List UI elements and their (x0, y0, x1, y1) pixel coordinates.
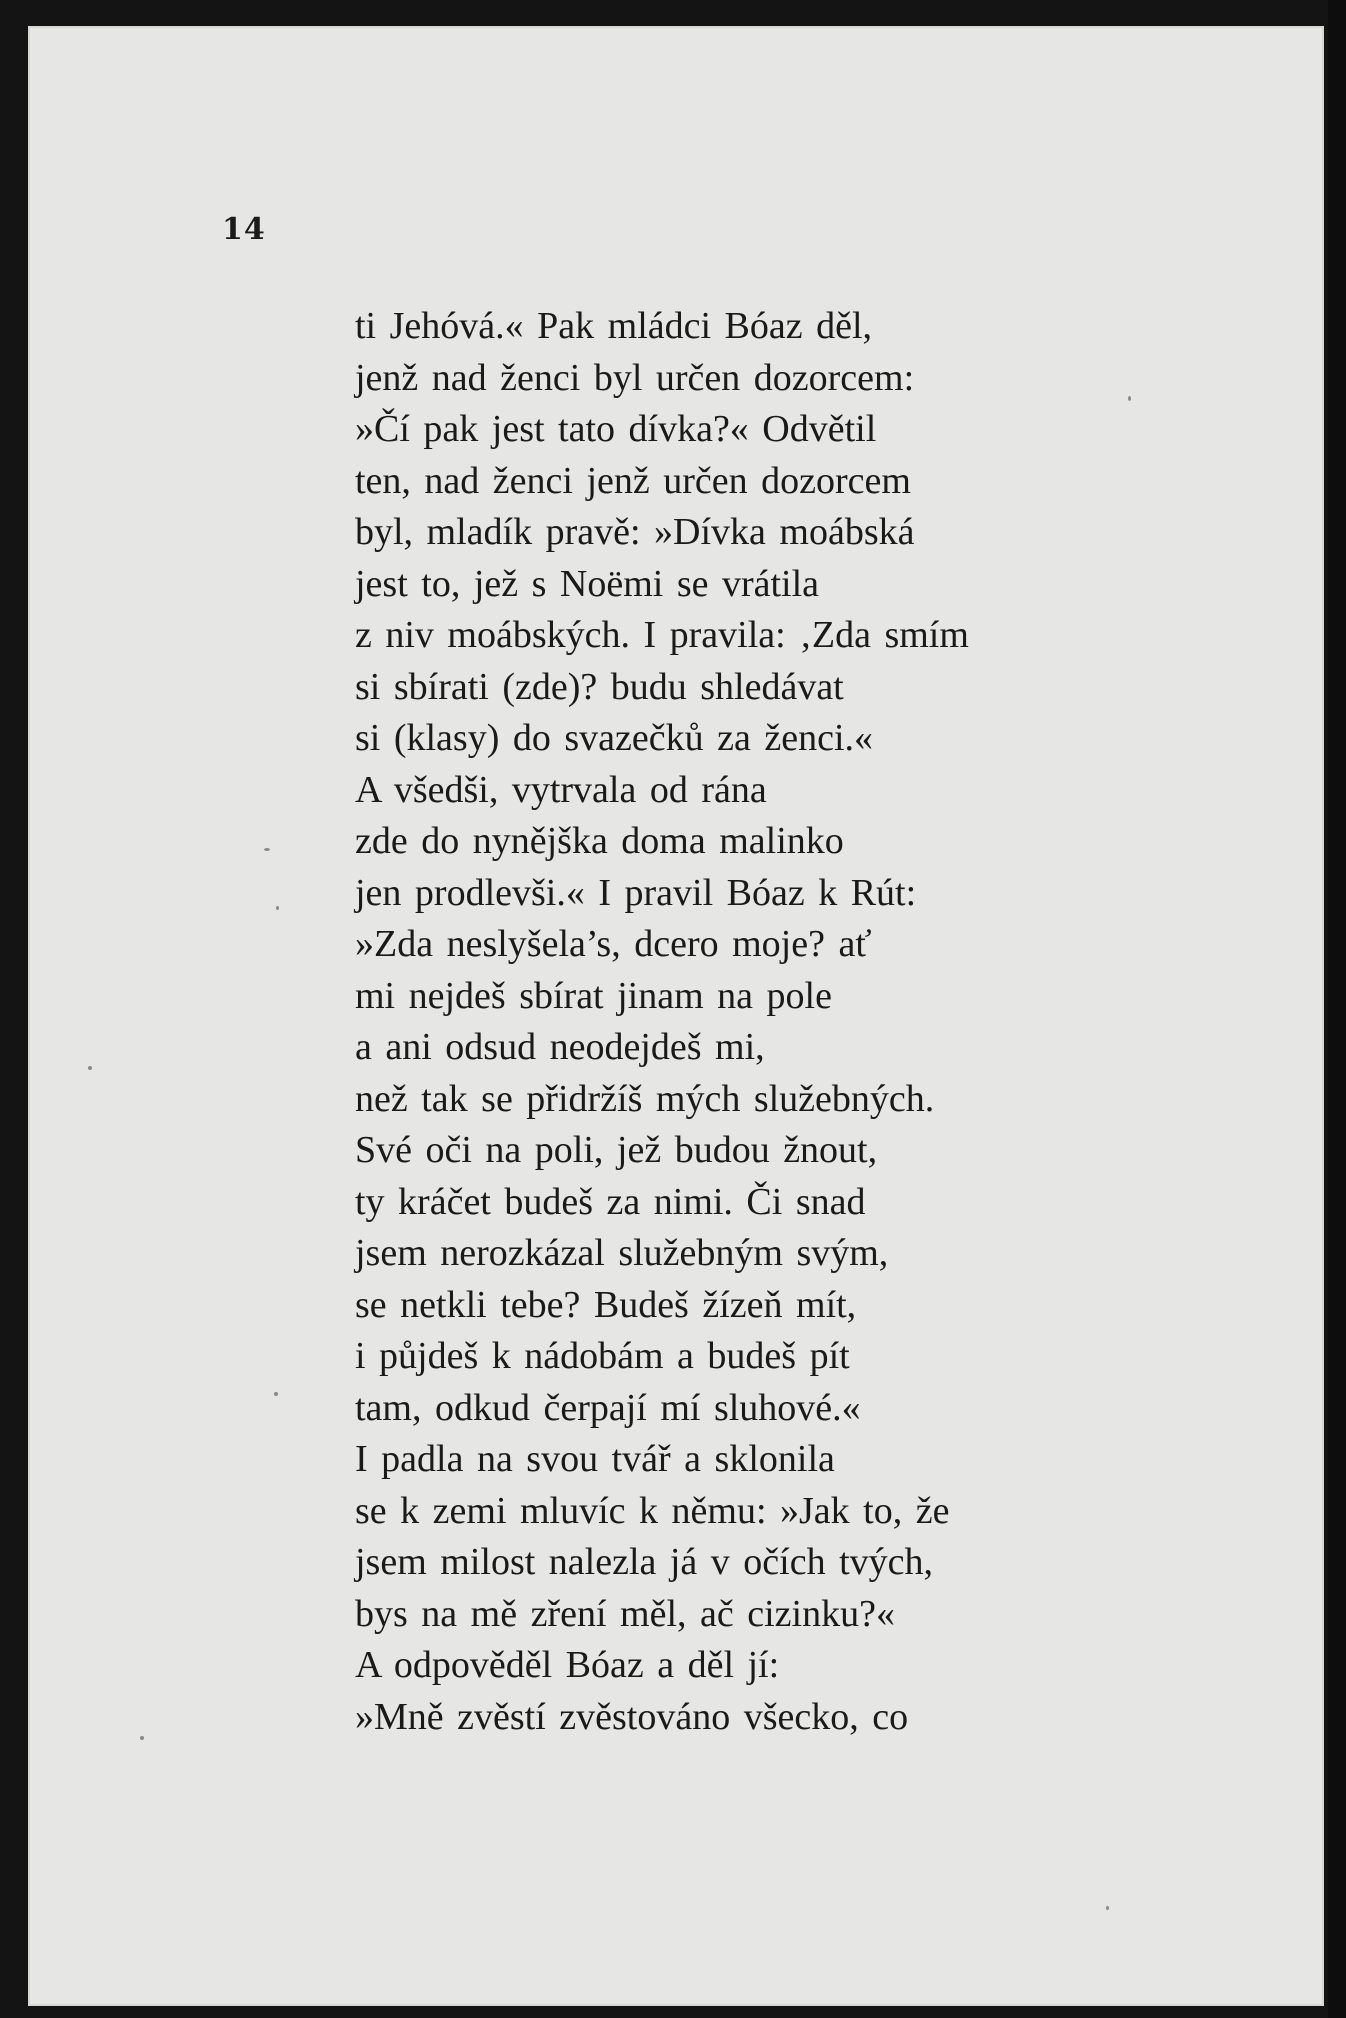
page-speck (140, 1736, 144, 1740)
text-line: jen prodlevši.« I pravil Bóaz k Rút: (355, 871, 917, 914)
text-line: »Zda neslyšela’s, dcero moje? ať (355, 923, 872, 965)
text-line: si sbírati (zde)? budu shledávat (355, 665, 844, 708)
text-line: ty kráčet budeš za nimi. Či snad (355, 1180, 866, 1223)
text-line: z niv moábských. I pravila: ‚Zda smím (355, 614, 969, 656)
text-line: ten, nad ženci jenž určen dozorcem (355, 459, 911, 502)
page-speck (1106, 1906, 1109, 1910)
text-line: A odpověděl Bóaz a děl jí: (355, 1644, 780, 1686)
text-line: i půjdeš k nádobám a budeš pít (355, 1335, 850, 1377)
text-line: »Mně zvěstí zvěstováno všecko, co (355, 1695, 909, 1738)
page-speck (264, 848, 270, 851)
text-line: se k zemi mluvíc k němu: »Jak to, že (355, 1489, 950, 1532)
text-line: A všedši, vytrvala od rána (355, 768, 767, 811)
text-line: jenž nad ženci byl určen dozorcem: (355, 356, 915, 399)
page-speck (274, 1392, 278, 1396)
text-line: si (klasy) do svazečků za ženci.« (355, 717, 874, 759)
page-speck (1128, 396, 1131, 401)
poem-text (355, 301, 969, 1743)
page-number: 14 (222, 212, 266, 247)
text-line: jest to, jež s Noëmi se vrátila (355, 562, 820, 605)
text-line: Své oči na poli, jež budou žnout, (355, 1129, 878, 1171)
page-speck (276, 906, 279, 910)
scan-edge (1328, 0, 1346, 2018)
text-line: tam, odkud čerpají mí sluhové.« (355, 1386, 861, 1429)
text-line: než tak se přidržíš mých služebných. (355, 1077, 935, 1120)
text-line: ti Jehóvá.« Pak mládci Bóaz děl, (355, 305, 873, 347)
text-line: byl, mladík pravě: »Dívka moábská (355, 511, 915, 553)
text-line: »Čí pak jest tato dívka?« Odvětil (355, 408, 877, 450)
text-line: bys na mě zření měl, ač cizinku?« (355, 1592, 895, 1635)
text-line: zde do nynějška doma malinko (355, 820, 844, 862)
text-line: se netkli tebe? Budeš žízeň mít, (355, 1283, 857, 1326)
text-line: mi nejdeš sbírat jinam na pole (355, 974, 832, 1017)
page-speck (88, 1066, 92, 1070)
text-line: I padla na svou tvář a sklonila (355, 1438, 835, 1480)
text-line: jsem nerozkázal služebným svým, (355, 1232, 889, 1274)
text-line: jsem milost nalezla já v očích tvých, (355, 1541, 934, 1583)
text-line: a ani odsud neodejdeš mi, (355, 1026, 765, 1068)
